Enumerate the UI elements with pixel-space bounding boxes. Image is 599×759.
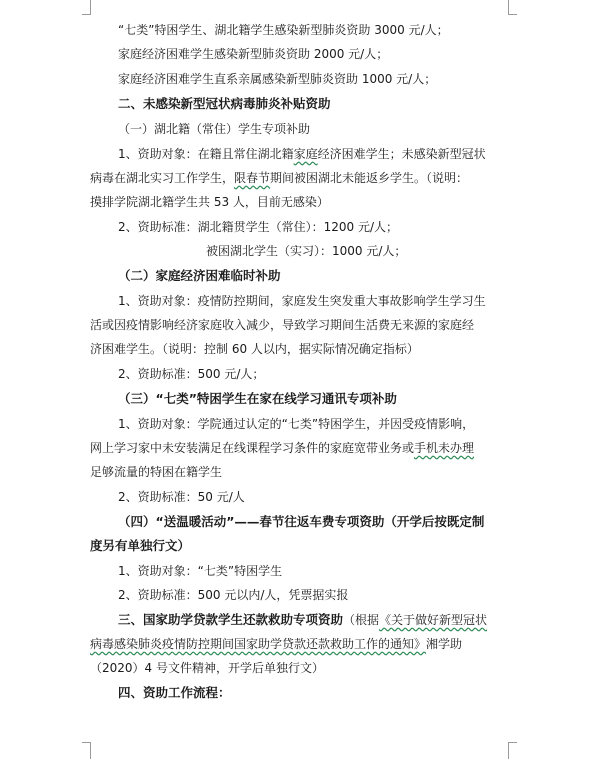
text-line: 足够流量的特困在籍学生 (90, 465, 223, 479)
text-line: 济困难学生。（说明：控制 60 人以内，据实际情况确定指标） (90, 342, 419, 356)
text-line: 2、资助标准：500 元/人； (118, 367, 265, 381)
text-run: （根据 (343, 613, 380, 627)
subsection-heading-continued: 度另有单独行文） (90, 538, 191, 553)
grammar-underlined-text: 手机未办理 (414, 441, 475, 455)
text-line: 活或因疫情影响经济家庭收入减少，导致学习期间生活费无来源的家庭经 (90, 318, 475, 332)
text-line: “七类”特困学生、湖北籍学生感染新型肺炎资助 3000 元/人； (118, 23, 449, 37)
text-line: （2020）4 号文件精神，开学后单独行文） (90, 661, 324, 675)
text-line: 1、资助对象：疫情防控期间，家庭发生突发重大事故影响学生学习生 (118, 294, 486, 308)
text-run: 经济困难学生；未感染新型冠状 (317, 147, 486, 161)
grammar-underlined-text: 限春节 (234, 171, 271, 185)
text-line (90, 440, 474, 456)
text-line: 2、资助标准：50 元/人 (118, 490, 245, 504)
crop-mark-bottom-left (82, 742, 91, 759)
text-line: 家庭经济困难学生感染新型肺炎资助 2000 元/人； (118, 47, 389, 61)
text-run: 期间被困湖北未能返乡学生。（说明： (270, 171, 469, 185)
crop-mark-bottom-right (508, 742, 517, 759)
section-heading: 二、未感染新型冠状病毒肺炎补贴资助 (118, 96, 331, 111)
text-run: 病毒在湖北实习工作学生， (90, 171, 235, 185)
text-line: 家庭经济困难学生直系亲属感染新型肺炎资助 1000 元/人； (118, 72, 437, 86)
text-run: 湘学助 (426, 637, 463, 651)
grammar-underlined-text: 家庭 (293, 147, 318, 161)
text-line: 1、资助对象：“七类”特困学生 (118, 564, 283, 578)
subsection-heading: （二）家庭经济困难临时补助 (118, 268, 281, 283)
grammar-underlined-text: 《关于做好新型冠状 (379, 613, 488, 627)
text-line: 摸排学院湖北籍学生共 53 人，目前无感染） (90, 195, 329, 209)
text-line (118, 146, 486, 162)
text-line: 被困湖北学生（实习）：1000 元/人； (206, 244, 407, 258)
text-run: 1、资助对象：在籍且常住湖北籍 (118, 147, 294, 161)
text-line: 1、资助对象：学院通过认定的“七类”特困学生，并因受疫情影响， (118, 417, 475, 431)
section-heading-text: 三、国家助学贷款学生还款救助专项资助 (118, 612, 344, 627)
grammar-underlined-text: 病毒感染肺炎疫情防控期间国家助学贷款还款救助工作的通知》 (90, 637, 427, 651)
text-line (90, 170, 468, 186)
subsection-heading: （一）湖北籍（常住）学生专项补助 (118, 122, 311, 136)
text-line: 2、资助标准：500 元以内/人，凭票据实报 (118, 588, 349, 602)
text-line: 2、资助标准：湖北籍贯学生（常住）：1200 元/人； (118, 220, 399, 234)
text-line (90, 636, 462, 652)
text-run: 网上学习家中未安装满足在线课程学习条件的家庭宽带业务或 (90, 441, 415, 455)
section-heading (118, 612, 487, 628)
subsection-heading: （四）“送温暖活动”——春节往返车费专项资助（开学后按既定制 (118, 514, 485, 529)
section-heading: 四、资助工作流程： (118, 685, 231, 700)
crop-mark-top-left (82, 0, 91, 15)
crop-mark-top-right (508, 0, 517, 15)
subsection-heading: （三）“七类”特困学生在家在线学习通讯专项补助 (118, 391, 397, 406)
